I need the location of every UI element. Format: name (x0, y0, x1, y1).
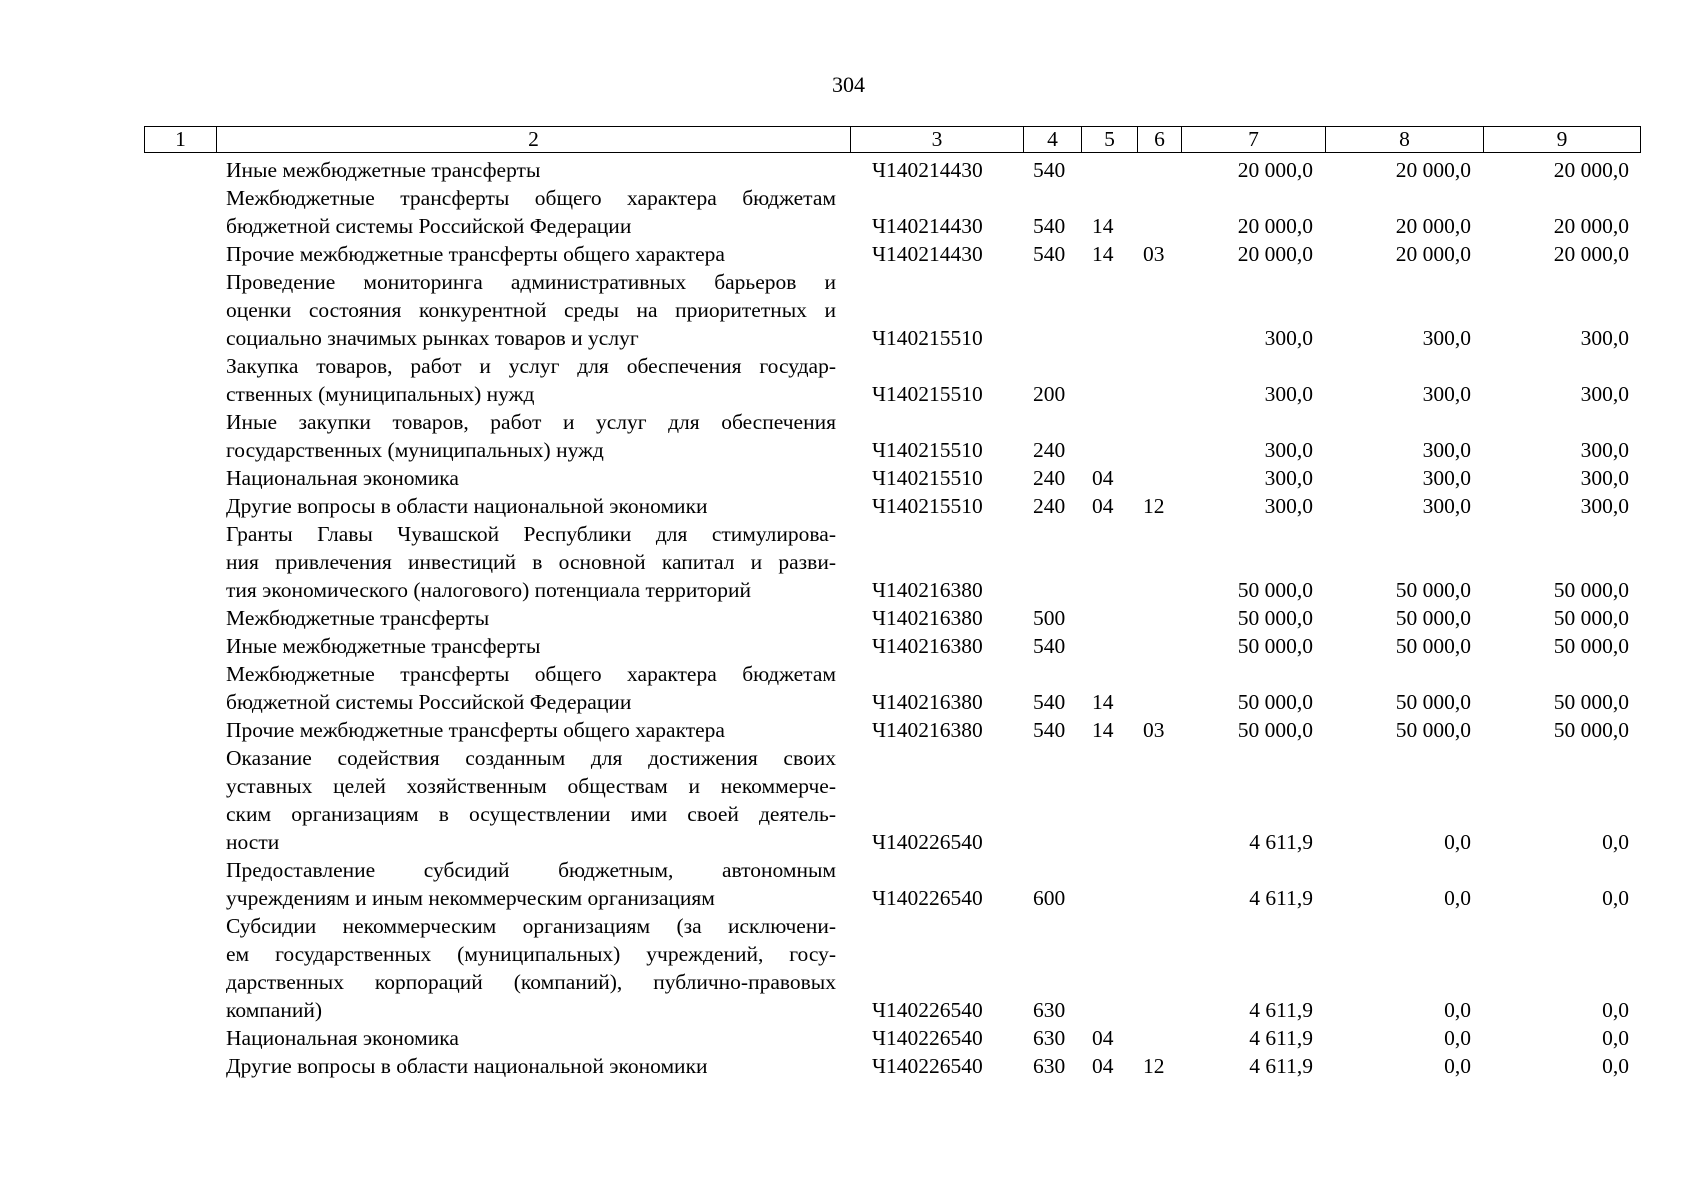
row-amount-1: 300,0 (1264, 466, 1313, 490)
table-row (0, 520, 1697, 604)
table-row (0, 912, 1697, 1024)
description-line: государственных (муниципальных) нужд (226, 438, 604, 462)
description-line: Межбюджетные трансферты (226, 606, 490, 630)
row-amount-2: 50 000,0 (1395, 718, 1471, 742)
row-description (226, 268, 836, 352)
description-line: Гранты Главы Чувашской Республики для стимулирова- (226, 522, 836, 546)
row-code: Ч140215510 (872, 494, 983, 518)
row-expense-type: 540 (1033, 242, 1066, 266)
description-line: учреждениям и иным некоммерческим организациям (226, 886, 715, 910)
row-expense-type: 240 (1033, 438, 1066, 462)
column-header-table (144, 126, 1641, 153)
description-line: дарственных корпораций (компаний), публично-правовых (226, 970, 836, 994)
row-amount-3: 50 000,0 (1553, 718, 1629, 742)
row-amount-2: 50 000,0 (1395, 606, 1471, 630)
row-amount-2: 20 000,0 (1395, 242, 1471, 266)
description-line: Иные межбюджетные трансферты (226, 158, 541, 182)
row-amount-3: 0,0 (1602, 998, 1629, 1022)
row-description (226, 604, 836, 632)
row-amount-2: 0,0 (1444, 1026, 1471, 1050)
description-line: уставных целей хозяйственным обществам и некоммерче- (226, 774, 836, 798)
table-row (0, 352, 1697, 408)
description-line: Закупка товаров, работ и услуг для обеспечения государ- (226, 354, 836, 378)
description-line: ния привлечения инвестиций в основной капитал и разви- (226, 550, 836, 574)
row-expense-type: 540 (1033, 214, 1066, 238)
row-amount-2: 20 000,0 (1395, 214, 1471, 238)
row-amount-1: 20 000,0 (1237, 158, 1313, 182)
row-amount-1: 4 611,9 (1249, 998, 1313, 1022)
description-line: Предоставление субсидий бюджетным, автономным (226, 858, 836, 882)
row-code: Ч140215510 (872, 382, 983, 406)
row-description (226, 520, 836, 604)
table-row (0, 604, 1697, 632)
row-subsection: 03 (1143, 242, 1165, 266)
description-line: тия экономического (налогового) потенциала территорий (226, 578, 752, 602)
row-amount-2: 50 000,0 (1395, 634, 1471, 658)
description-line: социально значимых рынках товаров и услуг (226, 326, 639, 350)
row-expense-type: 540 (1033, 718, 1066, 742)
row-description (226, 492, 836, 520)
row-section: 14 (1092, 214, 1114, 238)
row-amount-3: 0,0 (1602, 830, 1629, 854)
table-row (0, 1052, 1697, 1080)
row-amount-2: 300,0 (1422, 382, 1471, 406)
header-col-5: 5 (1082, 127, 1138, 153)
row-expense-type: 500 (1033, 606, 1066, 630)
row-description (226, 156, 836, 184)
description-line: ности (226, 830, 280, 854)
budget-rows (0, 156, 1697, 1080)
row-subsection: 12 (1143, 494, 1165, 518)
row-amount-1: 4 611,9 (1249, 1026, 1313, 1050)
row-amount-3: 300,0 (1580, 466, 1629, 490)
row-amount-1: 50 000,0 (1237, 690, 1313, 714)
row-section: 14 (1092, 690, 1114, 714)
row-description (226, 632, 836, 660)
description-line: Иные межбюджетные трансферты (226, 634, 541, 658)
row-amount-1: 50 000,0 (1237, 634, 1313, 658)
row-section: 04 (1092, 1054, 1114, 1078)
row-code: Ч140214430 (872, 158, 983, 182)
row-amount-2: 0,0 (1444, 1054, 1471, 1078)
header-col-4: 4 (1024, 127, 1082, 153)
row-amount-2: 300,0 (1422, 466, 1471, 490)
row-subsection: 12 (1143, 1054, 1165, 1078)
row-code: Ч140226540 (872, 886, 983, 910)
row-expense-type: 630 (1033, 1026, 1066, 1050)
row-amount-3: 300,0 (1580, 494, 1629, 518)
row-expense-type: 240 (1033, 494, 1066, 518)
description-line: Национальная экономика (226, 1026, 459, 1050)
row-description (226, 912, 836, 1024)
table-row (0, 856, 1697, 912)
row-description (226, 716, 836, 744)
row-code: Ч140214430 (872, 214, 983, 238)
row-code: Ч140216380 (872, 606, 983, 630)
description-line: ственных (муниципальных) нужд (226, 382, 535, 406)
row-description (226, 856, 836, 912)
header-col-8: 8 (1326, 127, 1484, 153)
row-description (226, 744, 836, 856)
row-amount-2: 50 000,0 (1395, 690, 1471, 714)
table-row (0, 1024, 1697, 1052)
description-line: Проведение мониторинга административных барьеров и (226, 270, 836, 294)
header-col-6: 6 (1138, 127, 1182, 153)
row-amount-1: 50 000,0 (1237, 718, 1313, 742)
row-description (226, 240, 836, 268)
description-line: компаний) (226, 998, 323, 1022)
row-amount-3: 300,0 (1580, 438, 1629, 462)
description-line: Национальная экономика (226, 466, 459, 490)
row-description (226, 408, 836, 464)
row-amount-1: 20 000,0 (1237, 214, 1313, 238)
description-line: ским организациям в осуществлении ими своей деятель- (226, 802, 836, 826)
table-row (0, 716, 1697, 744)
row-code: Ч140214430 (872, 242, 983, 266)
row-code: Ч140216380 (872, 578, 983, 602)
row-amount-3: 50 000,0 (1553, 606, 1629, 630)
row-amount-1: 4 611,9 (1249, 830, 1313, 854)
row-amount-3: 300,0 (1580, 382, 1629, 406)
row-code: Ч140215510 (872, 466, 983, 490)
description-line: Другие вопросы в области национальной экономики (226, 1054, 708, 1078)
row-amount-3: 20 000,0 (1553, 242, 1629, 266)
description-line: Иные закупки товаров, работ и услуг для обеспечения (226, 410, 836, 434)
table-row (0, 184, 1697, 240)
row-expense-type: 540 (1033, 634, 1066, 658)
row-amount-2: 300,0 (1422, 438, 1471, 462)
row-section: 04 (1092, 466, 1114, 490)
row-code: Ч140215510 (872, 438, 983, 462)
row-amount-1: 300,0 (1264, 438, 1313, 462)
row-description (226, 660, 836, 716)
row-description (226, 464, 836, 492)
table-row (0, 660, 1697, 716)
table-row (0, 156, 1697, 184)
row-amount-2: 300,0 (1422, 494, 1471, 518)
row-code: Ч140216380 (872, 718, 983, 742)
description-line: Прочие межбюджетные трансферты общего характера (226, 242, 725, 266)
row-subsection: 03 (1143, 718, 1165, 742)
row-code: Ч140226540 (872, 830, 983, 854)
row-amount-3: 50 000,0 (1553, 578, 1629, 602)
row-amount-2: 300,0 (1422, 326, 1471, 350)
row-description (226, 184, 836, 240)
table-row (0, 408, 1697, 464)
description-line: бюджетной системы Российской Федерации (226, 214, 632, 238)
table-row (0, 492, 1697, 520)
row-code: Ч140226540 (872, 1054, 983, 1078)
header-col-3: 3 (851, 127, 1024, 153)
row-section: 14 (1092, 242, 1114, 266)
row-amount-3: 0,0 (1602, 1054, 1629, 1078)
row-section: 04 (1092, 494, 1114, 518)
row-code: Ч140216380 (872, 634, 983, 658)
row-expense-type: 630 (1033, 1054, 1066, 1078)
header-col-7: 7 (1182, 127, 1326, 153)
header-col-2: 2 (217, 127, 851, 153)
row-expense-type: 540 (1033, 158, 1066, 182)
row-expense-type: 540 (1033, 690, 1066, 714)
row-amount-1: 300,0 (1264, 326, 1313, 350)
header-col-1: 1 (145, 127, 217, 153)
row-section: 04 (1092, 1026, 1114, 1050)
description-line: Оказание содействия созданным для достижения своих (226, 746, 836, 770)
description-line: Субсидии некоммерческим организациям (за исключени- (226, 914, 836, 938)
row-amount-3: 300,0 (1580, 326, 1629, 350)
row-amount-2: 0,0 (1444, 998, 1471, 1022)
table-row (0, 240, 1697, 268)
row-amount-2: 0,0 (1444, 886, 1471, 910)
row-amount-3: 20 000,0 (1553, 214, 1629, 238)
description-line: Межбюджетные трансферты общего характера бюджетам (226, 186, 836, 210)
row-amount-3: 50 000,0 (1553, 690, 1629, 714)
row-description (226, 1024, 836, 1052)
row-amount-1: 4 611,9 (1249, 1054, 1313, 1078)
description-line: Прочие межбюджетные трансферты общего характера (226, 718, 725, 742)
row-expense-type: 600 (1033, 886, 1066, 910)
row-amount-2: 50 000,0 (1395, 578, 1471, 602)
row-section: 14 (1092, 718, 1114, 742)
row-amount-1: 20 000,0 (1237, 242, 1313, 266)
table-row (0, 464, 1697, 492)
description-line: Другие вопросы в области национальной экономики (226, 494, 708, 518)
table-row (0, 268, 1697, 352)
description-line: оценки состояния конкурентной среды на приоритетных и (226, 298, 836, 322)
row-code: Ч140216380 (872, 690, 983, 714)
row-description (226, 1052, 836, 1080)
description-line: бюджетной системы Российской Федерации (226, 690, 632, 714)
row-code: Ч140226540 (872, 1026, 983, 1050)
row-expense-type: 200 (1033, 382, 1066, 406)
row-code: Ч140215510 (872, 326, 983, 350)
row-amount-3: 50 000,0 (1553, 634, 1629, 658)
row-amount-1: 300,0 (1264, 494, 1313, 518)
row-amount-2: 0,0 (1444, 830, 1471, 854)
row-amount-2: 20 000,0 (1395, 158, 1471, 182)
header-col-9: 9 (1484, 127, 1641, 153)
page-number: 304 (832, 72, 865, 97)
row-amount-1: 4 611,9 (1249, 886, 1313, 910)
row-amount-1: 50 000,0 (1237, 578, 1313, 602)
row-code: Ч140226540 (872, 998, 983, 1022)
row-amount-3: 0,0 (1602, 886, 1629, 910)
description-line: Межбюджетные трансферты общего характера бюджетам (226, 662, 836, 686)
row-expense-type: 630 (1033, 998, 1066, 1022)
row-amount-3: 0,0 (1602, 1026, 1629, 1050)
description-line: ем государственных (муниципальных) учреждений, госу- (226, 942, 836, 966)
table-row (0, 744, 1697, 856)
table-row (0, 632, 1697, 660)
row-amount-1: 50 000,0 (1237, 606, 1313, 630)
row-expense-type: 240 (1033, 466, 1066, 490)
row-amount-1: 300,0 (1264, 382, 1313, 406)
row-amount-3: 20 000,0 (1553, 158, 1629, 182)
row-description (226, 352, 836, 408)
